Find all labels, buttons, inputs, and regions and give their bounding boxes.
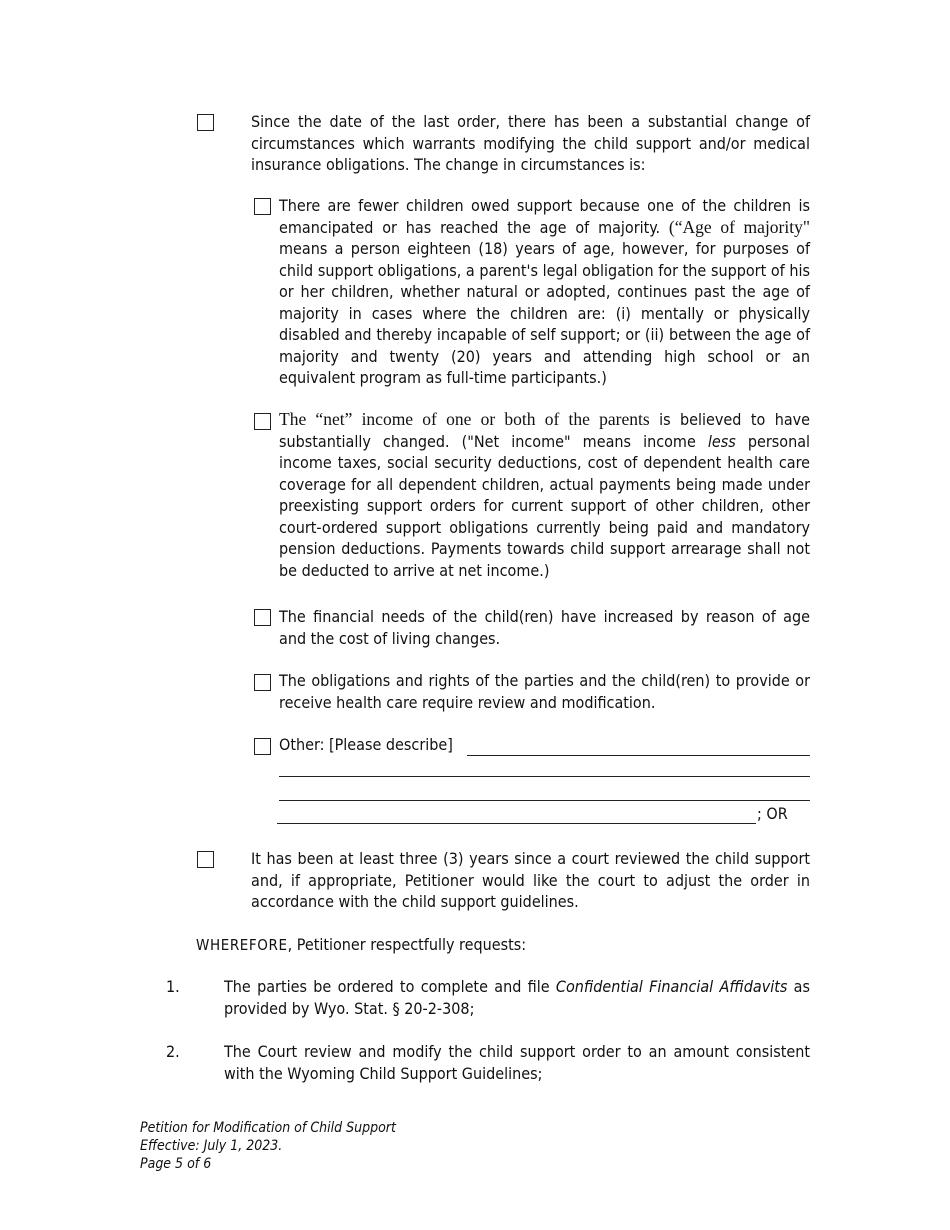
substantial-change-text: Since the date of the last order, there has been a substantial change of circumstances which warrants modifying the child support and/or medical insurance obligations. The change in circumstances is: [251, 112, 810, 174]
or-label: ; OR [757, 804, 788, 823]
three-years-checkbox[interactable] [197, 851, 214, 868]
footer-effective-date: Effective: July 1, 2023. [140, 1138, 283, 1154]
request-2-text: The Court review and modify the child support order to an amount consistent with the Wyoming Child Support Guidelines; [224, 1042, 810, 1083]
other-checkbox[interactable] [254, 738, 271, 755]
fewer-children-text: There are fewer children owed support because one of the children is emancipated or has reached the age of majority. (“Age of majority" means a person eighteen (18) years of age, however, for purposes of child support obligations, a parent's legal obligation for the support of his or her children, whether natural or adopted, continues past the age of majority in cases where the children are: (i) mentally or physically disabled and thereby incapable of self support; or (ii) between the age of majority and twenty (20) years and attending high school or an equivalent program as full-time participants.) [279, 196, 810, 387]
request-2-number: 2. [166, 1042, 180, 1061]
request-1-text: The parties be ordered to complete and file Confidential Financial Affidavits as provided by Wyo. Stat. § 20-2-308; [224, 977, 810, 1018]
footer-form-title: Petition for Modification of Child Support [140, 1120, 396, 1136]
financial-needs-checkbox[interactable] [254, 609, 271, 626]
request-1-number: 1. [166, 977, 180, 996]
net-income-text: The “net” income of one or both of the parents is believed to have substantially changed. ("Net income" means income less personal income taxes, social security deductions, cost of dependent health care coverage for all dependent children, actual payments being made under preexisting support orders for current support of other children, other court-ordered support obligations currently being paid and mandatory pension deductions. Payments towards child support arrearage shall not be deducted to arrive at net income.) [279, 409, 811, 580]
other-label: Other: [Please describe] [279, 735, 453, 754]
health-care-text: The obligations and rights of the parties and the child(ren) to provide or receive health care require review and modification. [279, 671, 810, 712]
health-care-checkbox[interactable] [254, 674, 271, 691]
other-description-line-2[interactable] [279, 776, 810, 777]
financial-needs-text: The financial needs of the child(ren) have increased by reason of age and the cost of living changes. [279, 607, 810, 648]
fewer-children-checkbox[interactable] [254, 198, 271, 215]
other-description-line-3[interactable] [279, 800, 810, 801]
other-description-line-1[interactable] [467, 755, 810, 756]
footer-page-number: Page 5 of 6 [140, 1156, 212, 1172]
wherefore-paragraph: WHEREFORE, Petitioner respectfully requests: [196, 935, 527, 954]
substantial-change-checkbox[interactable] [197, 114, 214, 131]
three-years-text: It has been at least three (3) years since a court reviewed the child support and, if appropriate, Petitioner would like the court to adjust the order in accordance with the child support guidelines. [251, 849, 810, 911]
other-description-line-4[interactable] [277, 823, 756, 824]
page-footer [140, 1119, 396, 1173]
net-income-checkbox[interactable] [254, 413, 271, 430]
